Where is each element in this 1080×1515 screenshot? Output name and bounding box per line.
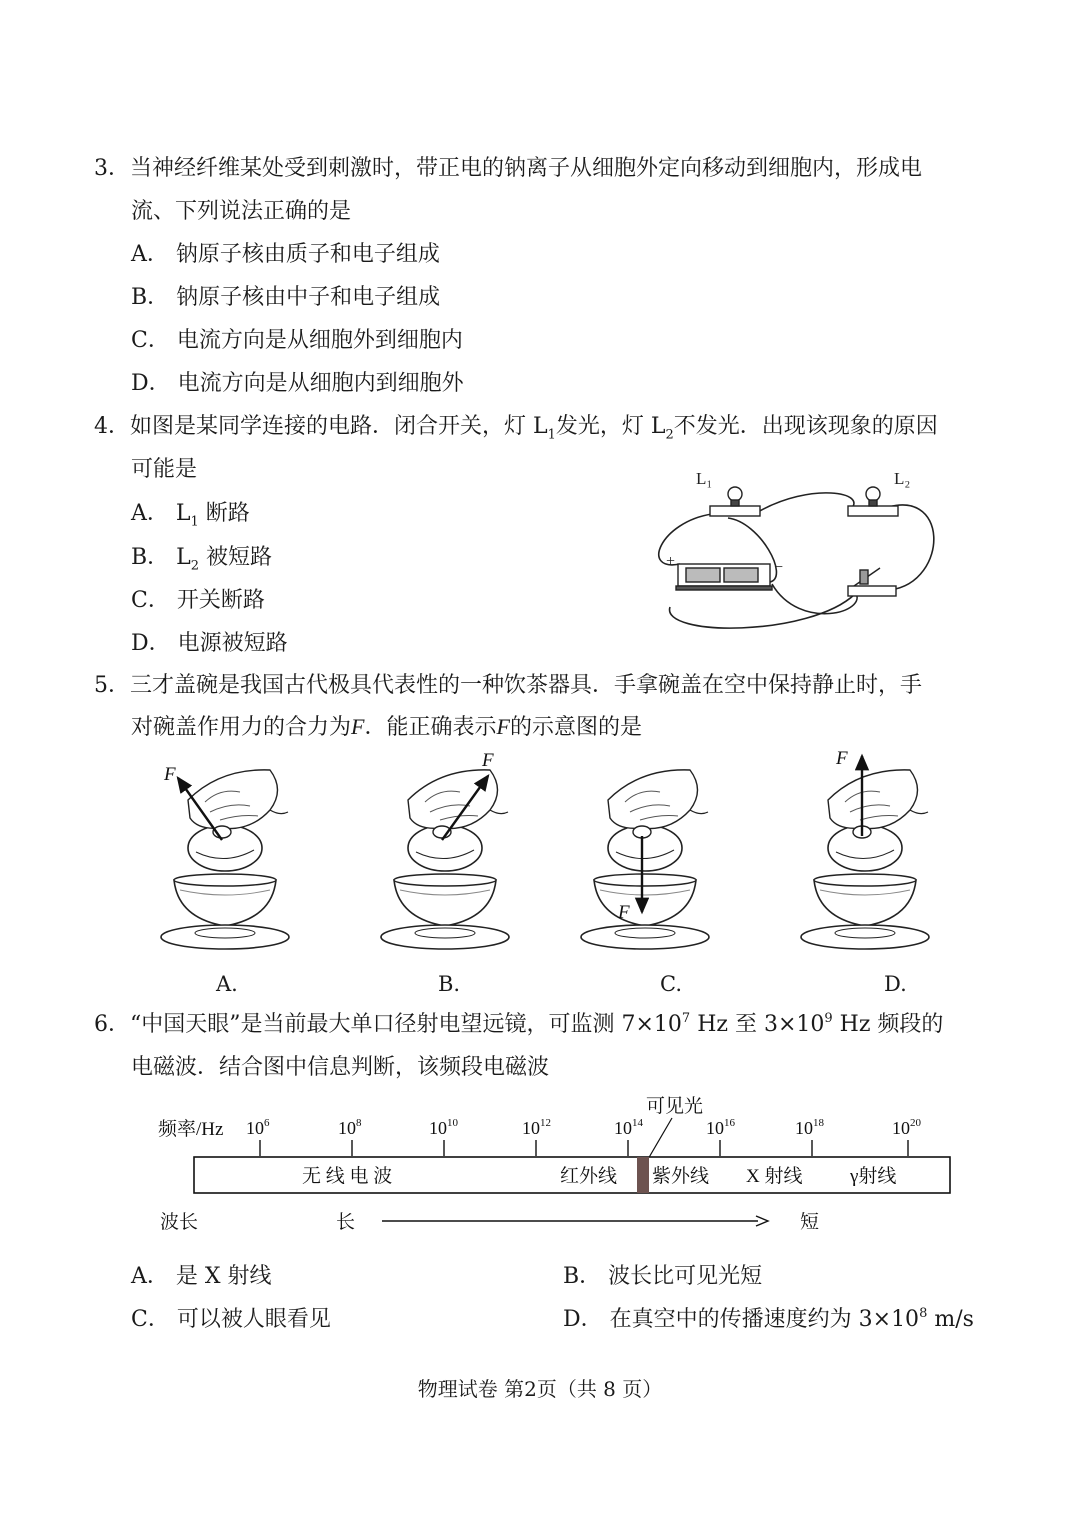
band-radio: 无 线 电 波 xyxy=(302,1166,393,1187)
q6-stem-line1: 6．“中国天眼”是当前最大单口径射电望远镜，可监测 $7\times 10^7$ Hz 至 $3\times 10^9$ Hz 频段的 xyxy=(94,1011,944,1037)
q3-stem-line1: 3．当神经纤维某处受到刺激时，带正电的钠离子从细胞外定向移动到细胞内，形成电 xyxy=(94,156,923,181)
plus-sign: + xyxy=(666,553,676,570)
tick-label: $10^{12}$ xyxy=(522,1117,551,1138)
switch xyxy=(848,568,896,596)
q3-number: 3． xyxy=(94,156,130,181)
q5-choice-d[interactable]: D. xyxy=(884,972,907,996)
tick-label: $10^{10}$ xyxy=(429,1117,458,1138)
q5-number: 5． xyxy=(94,673,130,698)
q6-stem-line2: 电磁波．结合图中信息判断，该频段电磁波 xyxy=(131,1055,550,1080)
q3-option-c[interactable]: C． 电流方向是从细胞外到细胞内 xyxy=(131,328,463,353)
tick-label: $10^{18}$ xyxy=(795,1117,824,1138)
minus-sign: − xyxy=(774,559,784,576)
force-label-d: F xyxy=(836,748,848,769)
q4-stem-line1: 4．如图是某同学连接的电路．闭合开关，灯 $L_1$发光，灯 $L_2$不发光．出现该现象的原因 xyxy=(94,414,938,443)
q4-option-b[interactable]: B． $L_2$ 被短路 xyxy=(131,545,273,574)
q4-number: 4． xyxy=(94,414,130,439)
tea-bowl-figures xyxy=(150,740,970,972)
wavelength-long: 长 xyxy=(336,1212,356,1233)
figure-c xyxy=(581,770,709,949)
force-label-a: F xyxy=(164,764,176,785)
q6-option-b[interactable]: B． 波长比可见光短 xyxy=(563,1264,763,1289)
band-infrared: 红外线 xyxy=(560,1166,618,1187)
force-label-b: F xyxy=(482,750,494,771)
circuit-diagram xyxy=(640,462,950,632)
q3-stem-line2: 流、下列说法正确的是 xyxy=(131,199,352,224)
page-footer: 物理试卷 第2页（共 8 页） xyxy=(417,1377,663,1401)
em-spectrum-diagram xyxy=(150,1090,970,1240)
circuit-wire xyxy=(772,584,857,614)
q6-option-c[interactable]: C． 可以被人眼看见 xyxy=(131,1307,331,1332)
q6-option-a[interactable]: A． 是 X 射线 xyxy=(131,1264,272,1289)
tick-label: $10^{14}$ xyxy=(614,1117,643,1138)
q3-option-b[interactable]: B． 钠原子核由中子和电子组成 xyxy=(131,285,441,310)
wavelength-label: 波长 xyxy=(160,1212,199,1233)
tick-label: $10^6$ xyxy=(246,1117,270,1138)
visible-light-label: 可见光 xyxy=(646,1096,704,1117)
q6-number: 6． xyxy=(94,1012,130,1037)
tick-label: $10^{16}$ xyxy=(706,1117,735,1138)
band-ultraviolet: 紫外线 xyxy=(652,1166,710,1187)
force-label-c: F xyxy=(618,902,630,923)
tick-label: $10^{20}$ xyxy=(892,1117,921,1138)
tick-label: $10^8$ xyxy=(338,1117,362,1138)
q5-choice-b[interactable]: B. xyxy=(438,972,461,996)
q3-option-d[interactable]: D． 电流方向是从细胞内到细胞外 xyxy=(131,371,464,396)
figure-a xyxy=(161,764,289,949)
q4-option-d[interactable]: D． 电源被短路 xyxy=(131,631,288,656)
q5-choice-c[interactable]: C. xyxy=(660,972,682,996)
q5-stem-line2: 对碗盖作用力的合力为F．能正确表示F的示意图的是 xyxy=(131,714,642,740)
figure-d xyxy=(801,748,929,949)
freq-axis-label: 频率/Hz xyxy=(158,1119,224,1140)
lamp-l1 xyxy=(710,487,760,516)
q3-option-a[interactable]: A． 钠原子核由质子和电子组成 xyxy=(131,242,440,267)
circuit-wire xyxy=(880,505,934,590)
circuit-wire xyxy=(670,594,855,628)
q5-stem-line1: 5．三才盖碗是我国古代极具代表性的一种饮茶器具．手拿碗盖在空中保持静止时，手 xyxy=(94,673,923,698)
q4-option-c[interactable]: C． 开关断路 xyxy=(131,588,265,613)
lamp-l2 xyxy=(848,487,898,516)
battery-holder xyxy=(676,564,772,590)
figure-b xyxy=(381,750,509,949)
q4-option-a[interactable]: A． $L_1$ 断路 xyxy=(131,501,250,530)
lamp-l1-label: L₁ xyxy=(696,469,713,488)
band-xray: X 射线 xyxy=(746,1166,803,1187)
visible-light-band xyxy=(637,1157,649,1193)
q6-option-d[interactable]: D． 在真空中的传播速度约为 $3\times 10^8$ m/s xyxy=(563,1306,974,1332)
lamp-l2-label: L₂ xyxy=(894,469,911,488)
tick-marks xyxy=(260,1140,908,1156)
q5-choice-a[interactable]: A. xyxy=(216,972,238,996)
freq-ticks xyxy=(246,1117,922,1138)
wavelength-short: 短 xyxy=(800,1212,820,1233)
band-gamma: γ射线 xyxy=(850,1166,897,1187)
q4-stem-line2: 可能是 xyxy=(131,457,198,482)
circuit-wire xyxy=(758,493,854,512)
